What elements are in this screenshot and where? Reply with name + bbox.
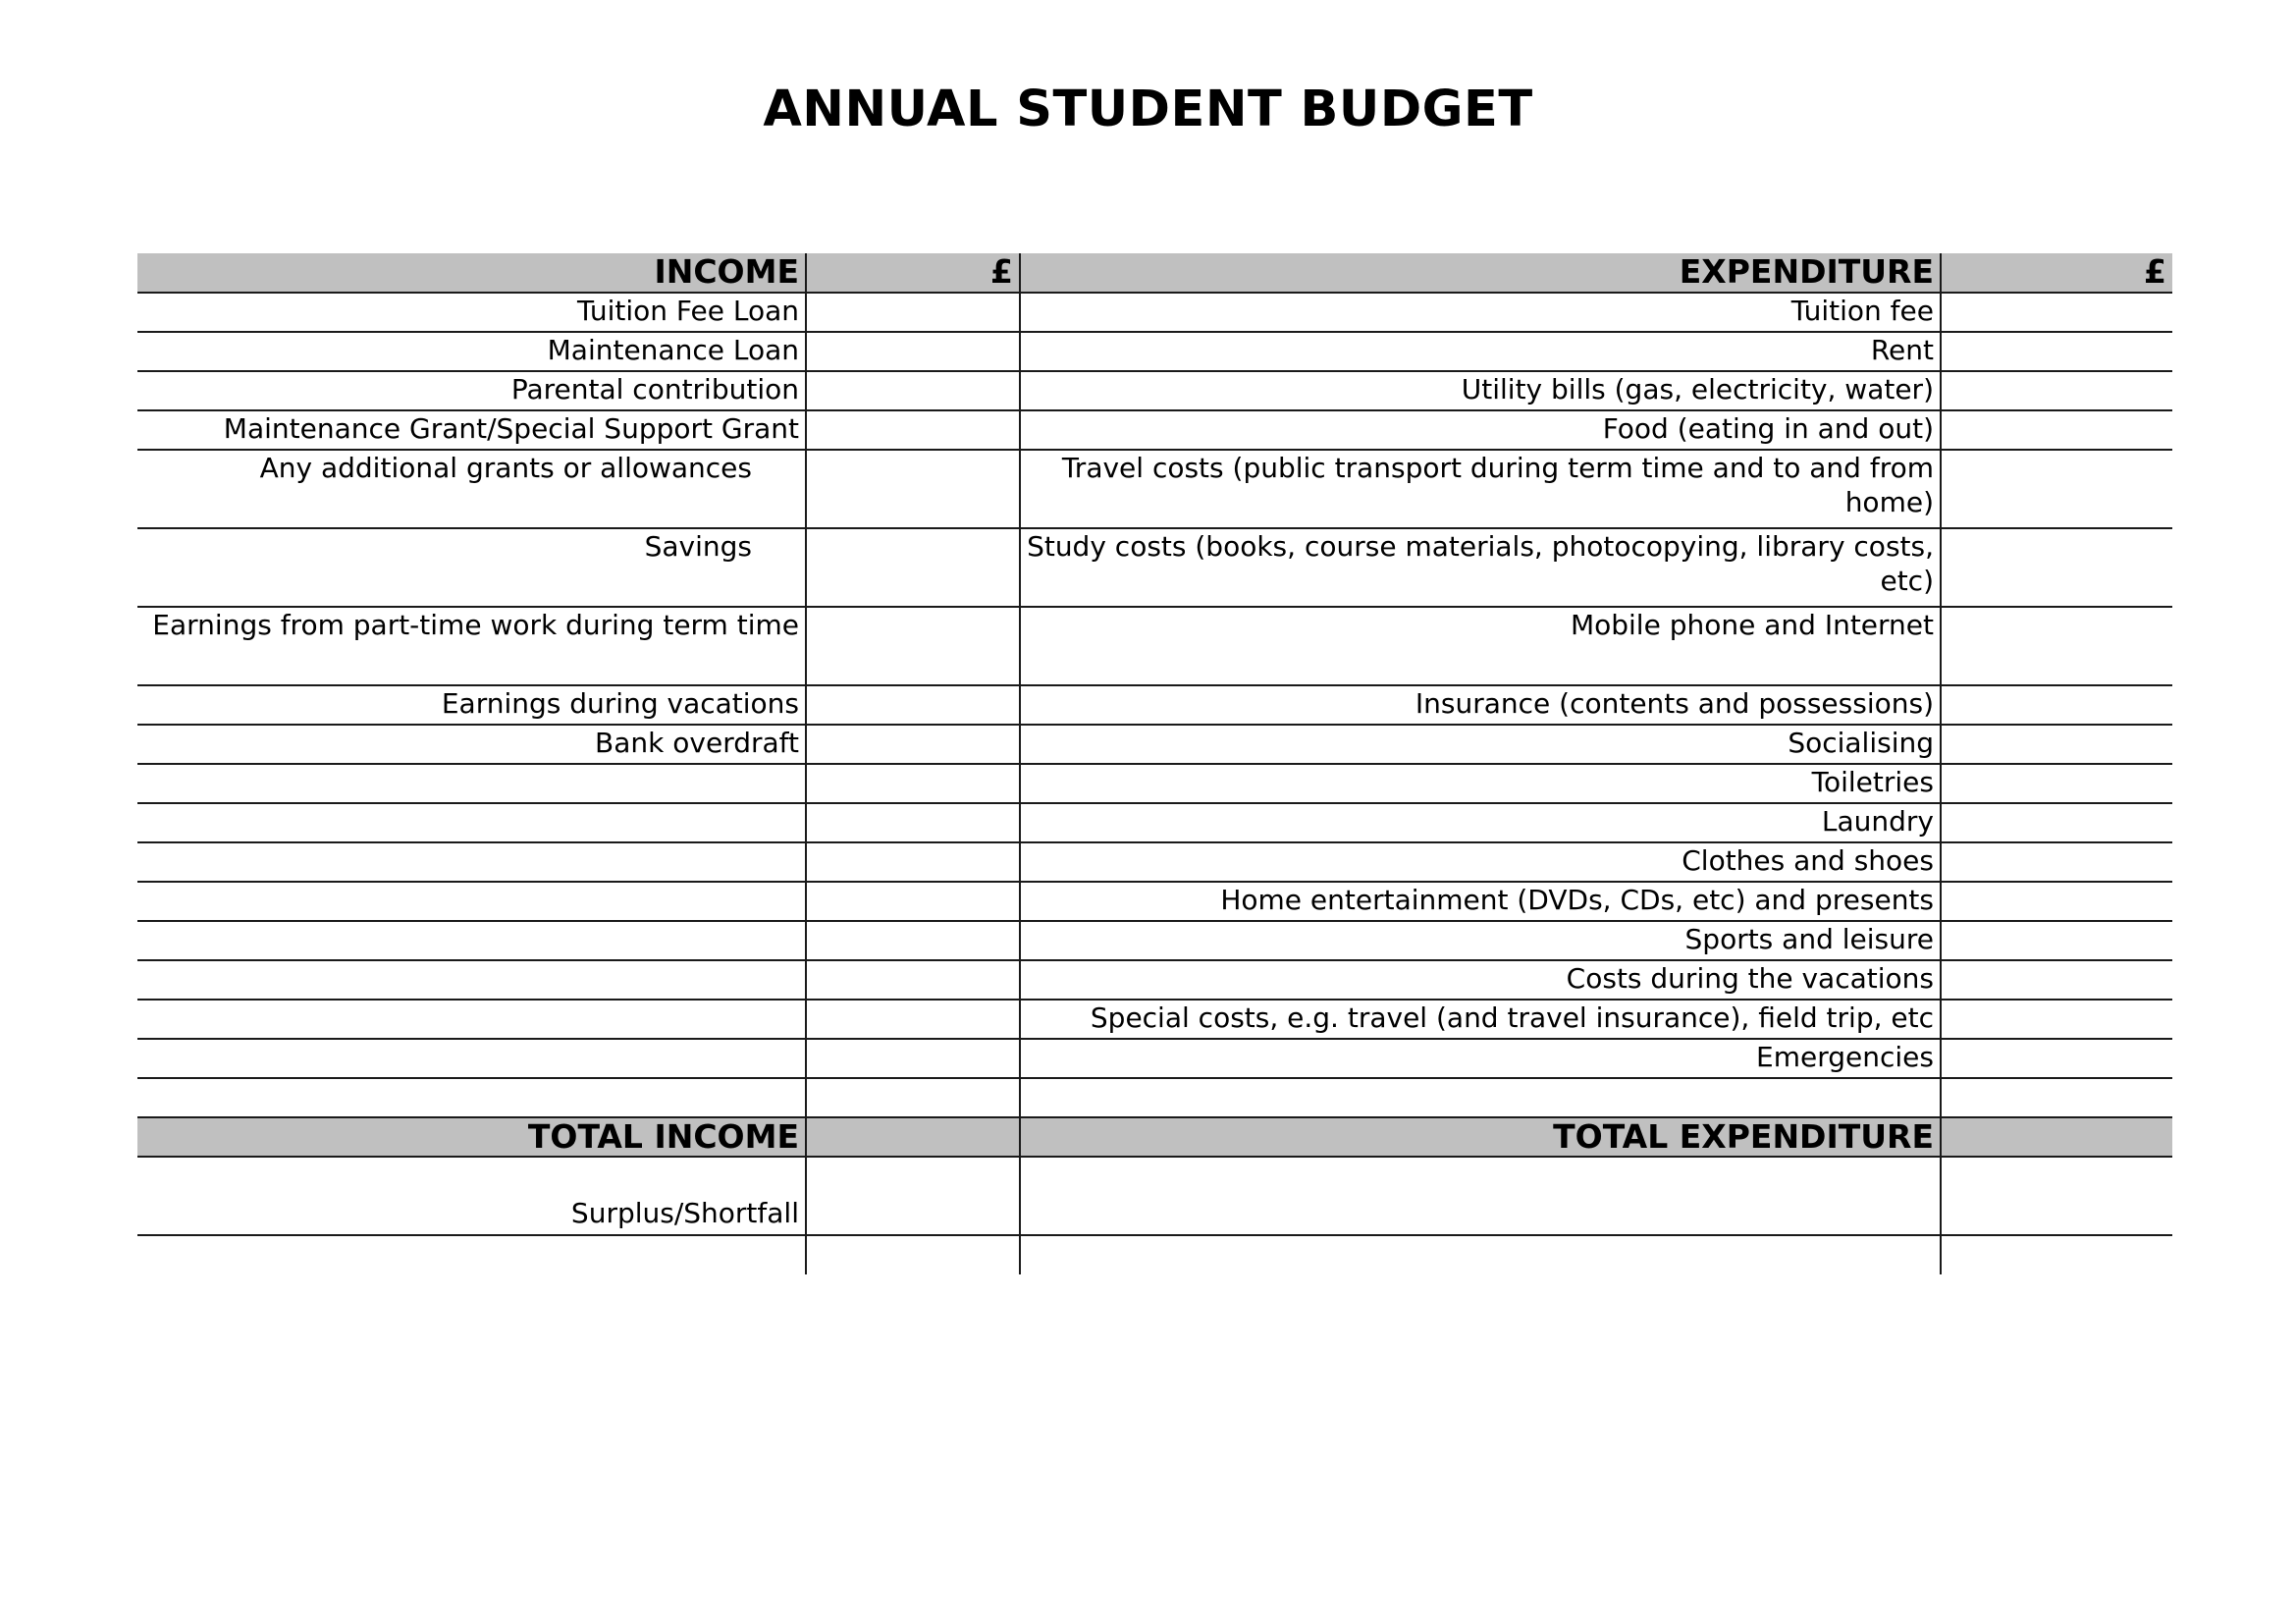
income-label[interactable] (137, 960, 806, 1000)
expenditure-currency-header: £ (1941, 253, 2172, 293)
table-row (137, 528, 2172, 607)
income-amount-cell[interactable] (806, 921, 1020, 960)
income-label: Maintenance Loan (137, 332, 806, 371)
page-title: ANNUAL STUDENT BUDGET (763, 81, 1533, 138)
table-row (137, 1039, 2172, 1078)
expenditure-label: Laundry (1020, 803, 1941, 842)
expenditure-amount-cell[interactable] (1941, 685, 2172, 725)
expenditure-amount-cell[interactable] (1941, 607, 2172, 685)
expenditure-amount-cell[interactable] (1941, 1000, 2172, 1039)
expenditure-label: Tuition fee (1020, 293, 1941, 332)
income-label-text: Savings (644, 530, 752, 563)
total-expenditure-amount-cell[interactable] (1941, 1117, 2172, 1157)
table-row (137, 960, 2172, 1000)
expenditure-amount-cell[interactable] (1941, 528, 2172, 607)
expenditure-label: Rent (1020, 332, 1941, 371)
income-label[interactable] (137, 842, 806, 882)
income-label: Parental contribution (137, 371, 806, 410)
table-row (137, 332, 2172, 371)
income-label (137, 450, 806, 528)
income-amount-cell[interactable] (806, 1078, 1020, 1117)
income-label[interactable] (137, 1078, 806, 1117)
income-amount-cell[interactable] (806, 842, 1020, 882)
table-row (137, 803, 2172, 842)
expenditure-amount-cell[interactable] (1941, 371, 2172, 410)
table-row (137, 1235, 2172, 1274)
income-label[interactable] (137, 882, 806, 921)
expenditure-label: Mobile phone and Internet (1020, 607, 1941, 685)
expenditure-amount-cell[interactable] (1941, 450, 2172, 528)
expenditure-label: Socialising (1020, 725, 1941, 764)
income-label: Earnings during vacations (137, 685, 806, 725)
income-amount-cell[interactable] (806, 725, 1020, 764)
income-amount-cell[interactable] (806, 450, 1020, 528)
income-label: Tuition Fee Loan (137, 293, 806, 332)
expenditure-amount-cell[interactable] (1941, 1039, 2172, 1078)
expenditure-amount-cell[interactable] (1941, 882, 2172, 921)
table-row (137, 764, 2172, 803)
table-row (137, 410, 2172, 450)
total-expenditure-label: TOTAL EXPENDITURE (1020, 1117, 1941, 1157)
income-label[interactable] (137, 921, 806, 960)
income-amount-cell[interactable] (806, 764, 1020, 803)
income-label[interactable] (137, 764, 806, 803)
expenditure-label: Sports and leisure (1020, 921, 1941, 960)
surplus-row (137, 1157, 2172, 1235)
surplus-expenditure-cell (1020, 1157, 1941, 1235)
table-row (137, 371, 2172, 410)
income-label[interactable] (137, 1000, 806, 1039)
table-row (137, 450, 2172, 528)
table-row (137, 921, 2172, 960)
total-income-amount-cell[interactable] (806, 1117, 1020, 1157)
income-header: INCOME (137, 253, 806, 293)
expenditure-label: Clothes and shoes (1020, 842, 1941, 882)
expenditure-amount-cell[interactable] (1941, 921, 2172, 960)
totals-row (137, 1117, 2172, 1157)
expenditure-label: Travel costs (public transport during term time and to and from home) (1020, 450, 1941, 528)
income-amount-cell[interactable] (806, 293, 1020, 332)
income-label (137, 528, 806, 607)
table-row (137, 842, 2172, 882)
expenditure-amount-cell[interactable] (1941, 725, 2172, 764)
table-row (137, 293, 2172, 332)
empty-cell (1020, 1235, 1941, 1274)
table-header-row (137, 253, 2172, 293)
expenditure-amount-cell[interactable] (1941, 842, 2172, 882)
table-row (137, 1000, 2172, 1039)
expenditure-label[interactable] (1020, 1078, 1941, 1117)
expenditure-label: Costs during the vacations (1020, 960, 1941, 1000)
surplus-amount-cell[interactable] (806, 1157, 1020, 1235)
income-amount-cell[interactable] (806, 528, 1020, 607)
table-row (137, 685, 2172, 725)
income-amount-cell[interactable] (806, 607, 1020, 685)
income-label-text: Any additional grants or allowances (259, 452, 752, 484)
expenditure-amount-cell[interactable] (1941, 803, 2172, 842)
expenditure-label: Home entertainment (DVDs, CDs, etc) and presents (1020, 882, 1941, 921)
income-amount-cell[interactable] (806, 332, 1020, 371)
empty-cell (806, 1235, 1020, 1274)
expenditure-amount-cell[interactable] (1941, 960, 2172, 1000)
income-amount-cell[interactable] (806, 882, 1020, 921)
expenditure-amount-cell[interactable] (1941, 332, 2172, 371)
expenditure-label: Study costs (books, course materials, photocopying, library costs, etc) (1020, 528, 1941, 607)
table-row (137, 882, 2172, 921)
expenditure-label: Toiletries (1020, 764, 1941, 803)
total-income-label: TOTAL INCOME (137, 1117, 806, 1157)
expenditure-label: Special costs, e.g. travel (and travel insurance), field trip, etc (1020, 1000, 1941, 1039)
income-amount-cell[interactable] (806, 685, 1020, 725)
expenditure-amount-cell[interactable] (1941, 1078, 2172, 1117)
income-label[interactable] (137, 1039, 806, 1078)
income-label: Bank overdraft (137, 725, 806, 764)
table-row (137, 725, 2172, 764)
income-amount-cell[interactable] (806, 410, 1020, 450)
expenditure-amount-cell[interactable] (1941, 293, 2172, 332)
expenditure-label: Utility bills (gas, electricity, water) (1020, 371, 1941, 410)
expenditure-label: Emergencies (1020, 1039, 1941, 1078)
budget-table (137, 253, 2172, 1274)
income-amount-cell[interactable] (806, 1039, 1020, 1078)
expenditure-amount-cell[interactable] (1941, 764, 2172, 803)
empty-cell (137, 1235, 806, 1274)
income-amount-cell[interactable] (806, 371, 1020, 410)
table-row (137, 607, 2172, 685)
income-label: Maintenance Grant/Special Support Grant (137, 410, 806, 450)
expenditure-label: Insurance (contents and possessions) (1020, 685, 1941, 725)
income-amount-cell[interactable] (806, 960, 1020, 1000)
surplus-label: Surplus/Shortfall (137, 1157, 806, 1235)
income-label[interactable] (137, 803, 806, 842)
income-amount-cell[interactable] (806, 803, 1020, 842)
expenditure-label: Food (eating in and out) (1020, 410, 1941, 450)
surplus-expenditure-amount-cell (1941, 1157, 2172, 1235)
expenditure-amount-cell[interactable] (1941, 410, 2172, 450)
expenditure-header: EXPENDITURE (1020, 253, 1941, 293)
income-label: Earnings from part-time work during term time (137, 607, 806, 685)
table-row (137, 1078, 2172, 1117)
income-currency-header: £ (806, 253, 1020, 293)
empty-cell (1941, 1235, 2172, 1274)
income-amount-cell[interactable] (806, 1000, 1020, 1039)
